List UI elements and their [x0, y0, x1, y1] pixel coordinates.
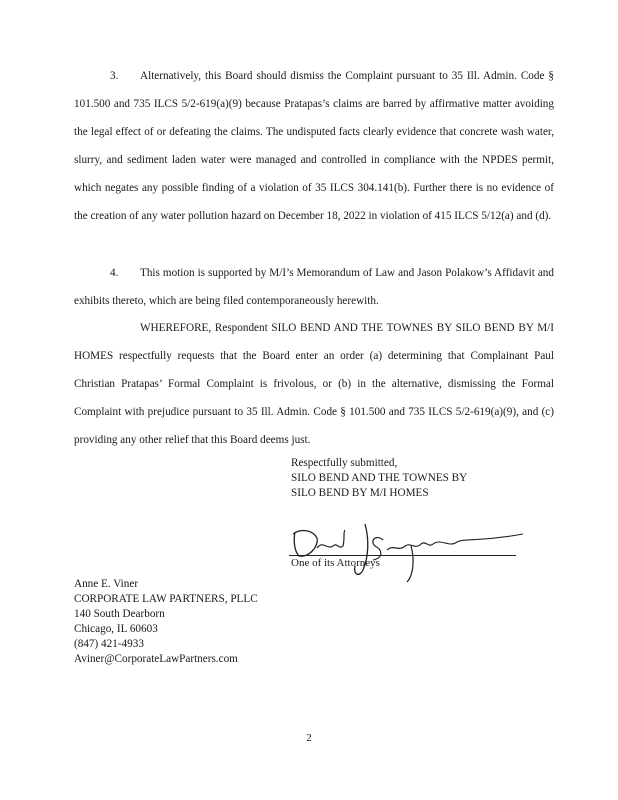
page-number: 2 [306, 732, 312, 744]
signature-area [283, 518, 533, 588]
email-address: Aviner@CorporateLawPartners.com [74, 653, 238, 665]
paragraph-text: WHEREFORE, Respondent SILO BEND AND THE TOWNES BY SILO BEND BY M/I HOMES respectfully requests that the Board enter an order (a) determining that Complainant Paul Christian Pratapas’ Formal Complaint is frivolous, or (b) in the alternative, dismissing the Formal Complaint with prejudice pursuant to 35 Ill. Admin. Code § 101.500 and 735 ILCS 5/2-619(a)(9), and (c) providing any other relief that this Board deems just. [74, 322, 554, 446]
city-state-zip: Chicago, IL 60603 [74, 623, 158, 635]
closing-block [291, 456, 467, 501]
paragraph-3 [74, 62, 554, 230]
wherefore-paragraph [74, 314, 554, 454]
phone-number: (847) 421-4933 [74, 638, 144, 650]
closing-line: SILO BEND AND THE TOWNES BY [291, 472, 468, 484]
signature-line [289, 555, 516, 556]
signature-caption: One of its Attorneys [291, 557, 380, 569]
attorney-contact-block [74, 577, 258, 667]
closing-line: Respectfully submitted, [291, 457, 398, 469]
handwritten-signature [283, 518, 533, 588]
law-firm-name: CORPORATE LAW PARTNERS, PLLC [74, 593, 258, 605]
closing-line: SILO BEND BY M/I HOMES [291, 487, 429, 499]
attorney-name: Anne E. Viner [74, 578, 139, 590]
paragraph-number: 4. [110, 267, 119, 279]
paragraph-number: 3. [110, 70, 119, 82]
paragraph-text: This motion is supported by M/I’s Memorandum of Law and Jason Polakow’s Affidavit and exhibits thereto, which are being filed contemporaneously herewith. [74, 267, 554, 307]
paragraph-text: Alternatively, this Board should dismiss the Complaint pursuant to 35 Ill. Admin. Code § 101.500 and 735 ILCS 5/2-619(a)(9) because Pratapas’s claims are barred by affirmative matter avoiding the legal effect of or defeating the claims. The undisputed facts clearly evidence that concrete wash water, slurry, and sediment laden water were managed and controlled in compliance with the NPDES permit, which negates any possible finding of a violation of 35 ILCS 304.141(b). Further there is no evidence of the creation of any water pollution hazard on December 18, 2022 in violation of 415 ILCS 5/12(a) and (d). [74, 70, 554, 222]
street-address: 140 South Dearborn [74, 608, 165, 620]
paragraph-4 [74, 259, 554, 315]
